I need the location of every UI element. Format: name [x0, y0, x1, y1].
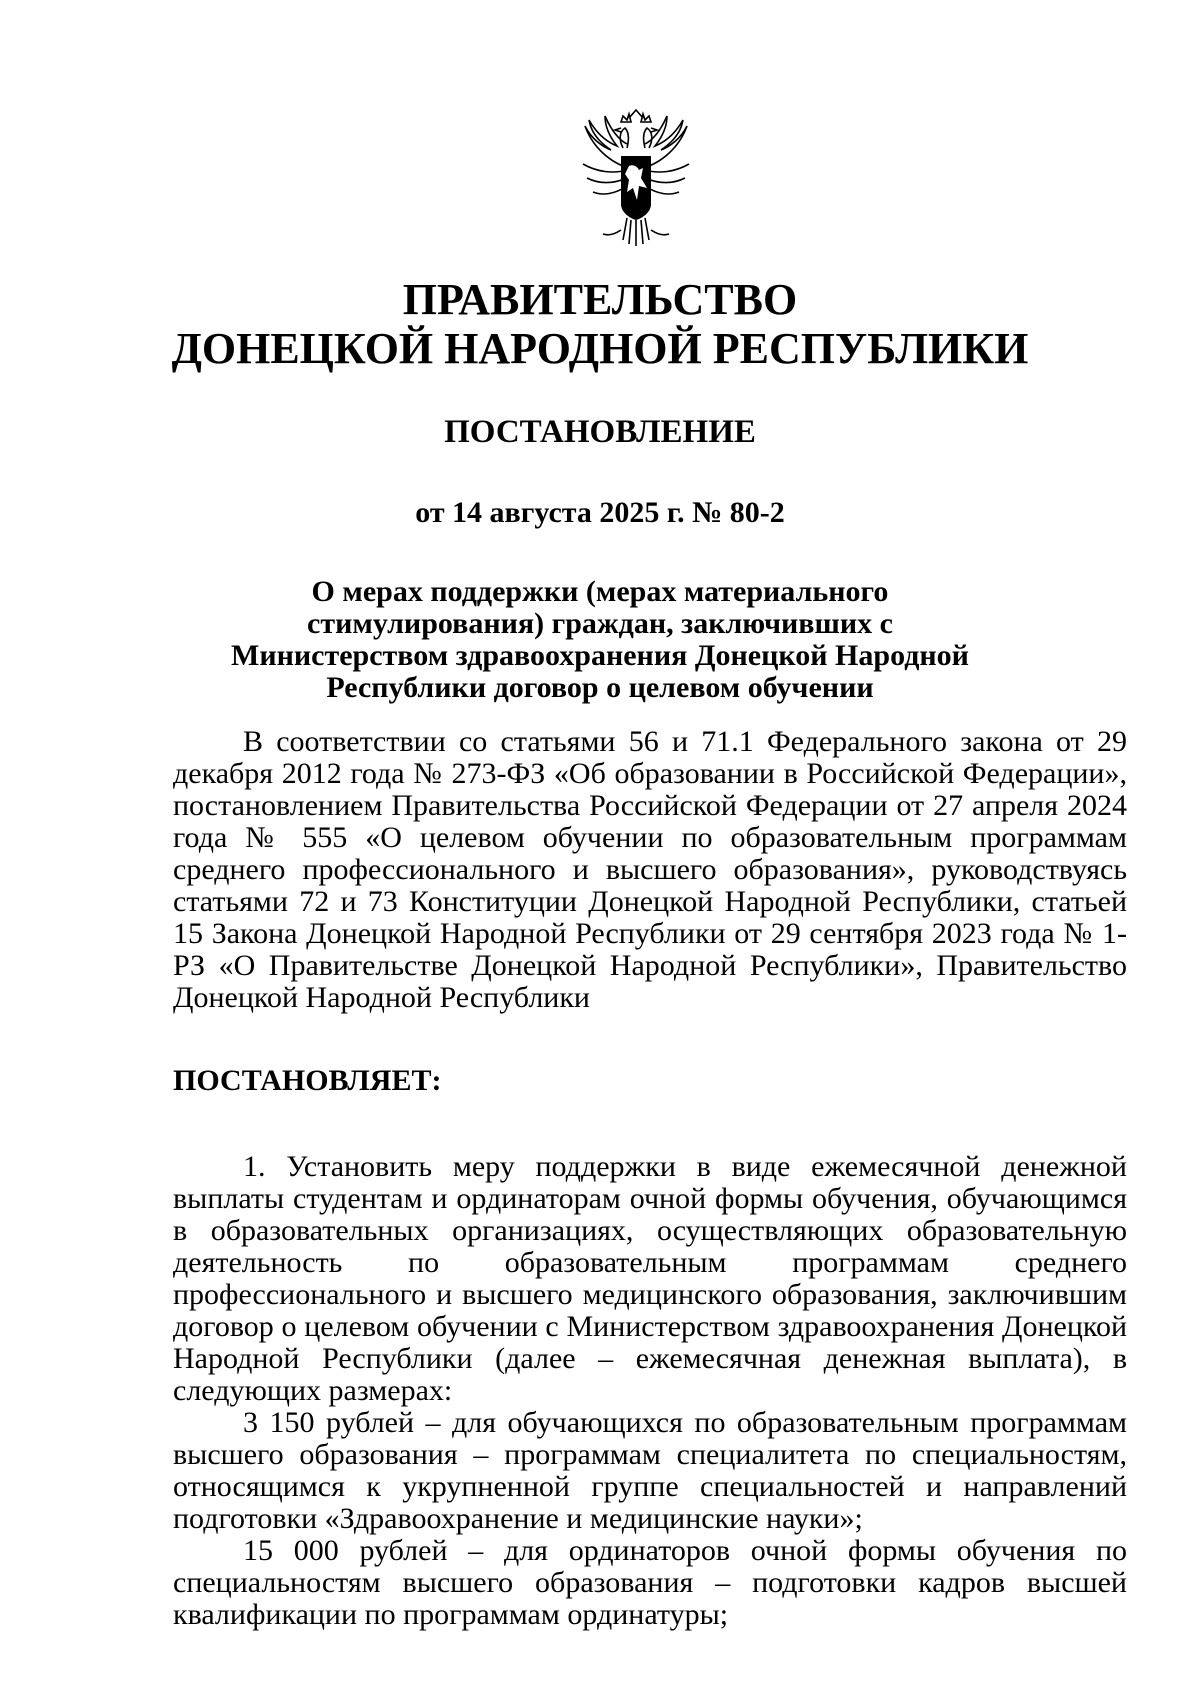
preamble-text: В соответствии со статьями 56 и 71.1 Федерального закона от 29 декабря 2012 года № 273-ФЗ «Об образовании в Российской Федерации», постановлением Правительства Российской Федерации от 27 апреля 2024 года № 555 «О целевом обучении по образовательным программам среднего профессионального и высшего образования», руководствуясь статьями 72 и 73 Конституции Донецкой Народной Республики, статьей 15 Закона Донецкой Народной Республики от 29 сентября 2023 года № 1-РЗ «О Правительстве Донецкой Народной Республики», Правительство Донецкой Народной Республики	[173, 725, 1127, 1014]
resolution-item: 15 000 рублей – для ординаторов очной формы обучения по специальностям высшего образования – подготовки кадров высшей квалификации по программам ординатуры;	[173, 1534, 1127, 1631]
dpr-coat-of-arms-eagle-icon	[571, 108, 701, 256]
resolution-item: 1. Установить меру поддержки в виде ежемесячной денежной выплаты студентам и ординаторам очной формы обучения, обучающимся в образовательных организациях, осуществляющих образовательную деятельность по образовательным программам среднего профессионального и высшего медицинского образования, заключившим договор о целевом обучении с Министерством здравоохранения Донецкой Народной Республики (далее – ежемесячная денежная выплата), в следующих размерах:	[173, 1150, 1127, 1407]
document-type-heading: ПОСТАНОВЛЕНИЕ	[444, 414, 756, 450]
date-and-number: от 14 августа 2025 г. № 80-2	[415, 496, 785, 529]
resolution-items	[173, 1151, 1127, 1631]
document-subject	[200, 576, 1000, 704]
authority-title-line2: ДОНЕЦКОЙ НАРОДНОЙ РЕСПУБЛИКИ	[171, 324, 1029, 373]
preamble-paragraph	[173, 726, 1127, 1014]
resolution-item: 3 150 рублей – для обучающихся по образовательным программам высшего образования – программам специалитета по специальностям, относящимся к укрупненной группе специальностей и направлений подготовки «Здравоохранение и медицинские науки»;	[173, 1406, 1127, 1535]
authority-title-line1: ПРАВИТЕЛЬСТВО	[402, 275, 798, 324]
resolves-heading: ПОСТАНОВЛЯЕТ:	[173, 1064, 442, 1097]
subject-text: О мерах поддержки (мерах материального стимулирования) граждан, заключивших с Министерством здравоохранения Донецкой Народной Республики договор о целевом обучении	[231, 575, 969, 704]
